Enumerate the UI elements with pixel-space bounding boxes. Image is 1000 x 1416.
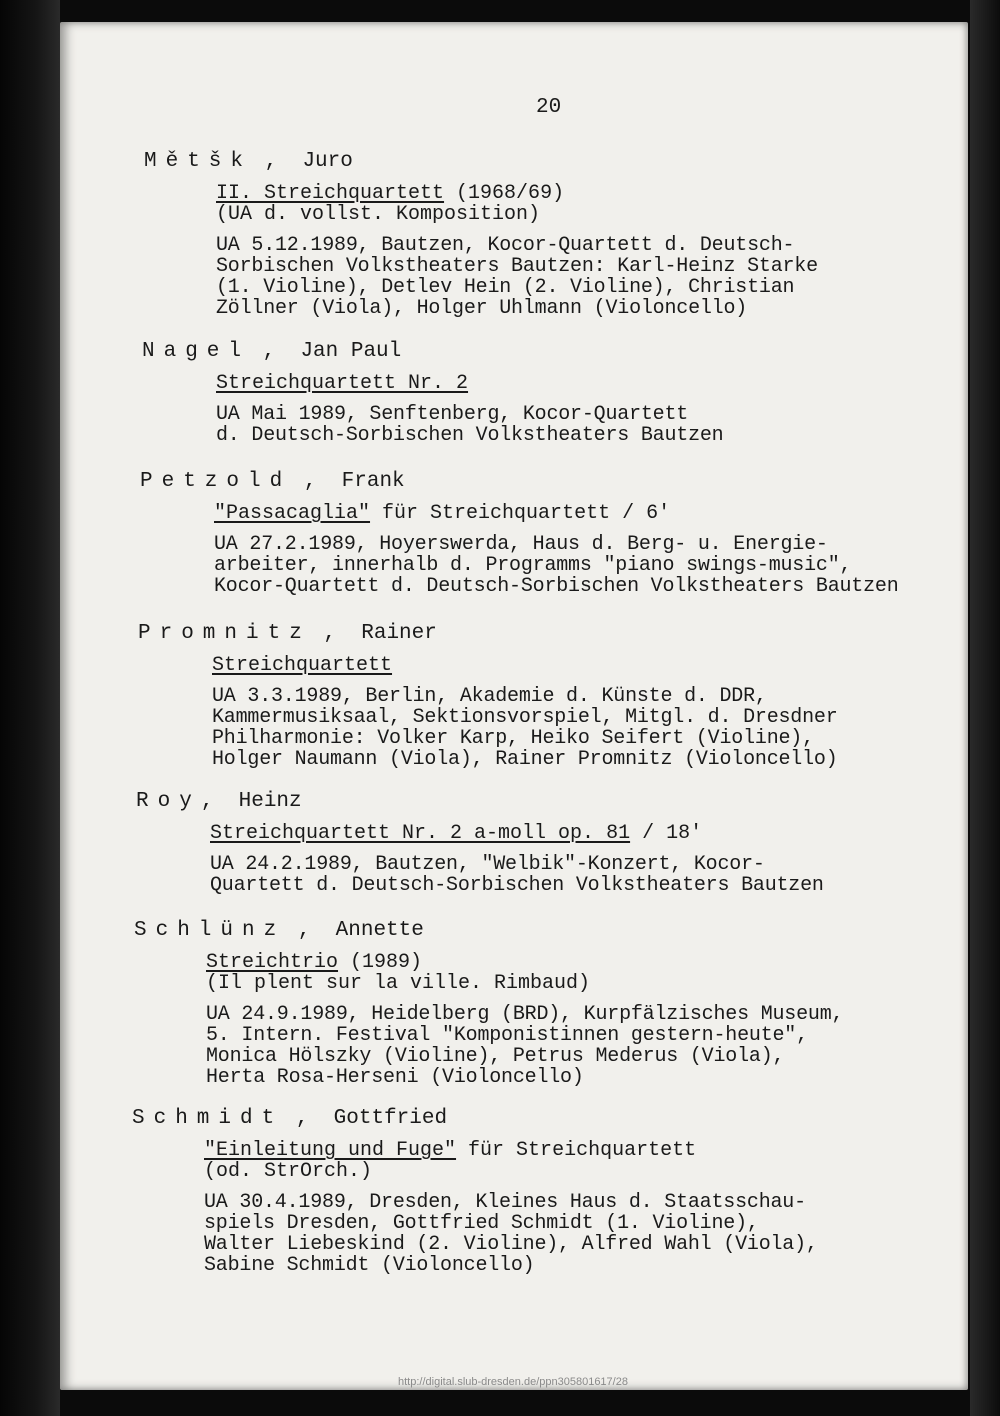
work-title: "Einleitung und Fuge" [204,1139,457,1162]
premiere-line: d. Deutsch-Sorbischen Volkstheaters Bautzen [216,424,724,447]
work-suffix: für Streichquartett [456,1139,697,1162]
work-note: (UA d. vollst. Komposition) [216,203,541,226]
work [210,823,968,844]
work-note: (Il plent sur la ville. Rimbaud) [206,972,591,995]
composer-name: Mětšk , Juro [144,150,353,173]
work-suffix: (1968/69) [444,182,565,205]
composer-surname: Promnitz [138,622,311,645]
premiere-info [214,534,968,597]
premiere-line: UA 5.12.1989, Bautzen, Kocor-Quartett d. Deutsch- [216,234,795,257]
work-title: Streichtrio [206,951,339,974]
composer-entry [136,790,968,896]
premiere-line: Quartett d. Deutsch-Sorbischen Volkstheaters Bautzen [210,874,824,897]
composer-surname: Nagel [142,340,251,363]
premiere-line: Zöllner (Viola), Holger Uhlmann (Violoncello) [216,297,748,320]
composer-firstname: Jan Paul [300,340,402,363]
premiere-line: Sabine Schmidt (Violoncello) [204,1254,535,1277]
work-suffix: / 18' [630,822,703,845]
premiere-info [216,235,968,319]
premiere-line: Kammermusiksaal, Sektionsvorspiel, Mitgl. d. Dresdner [212,706,838,729]
composer-surname: Schmidt [132,1107,284,1130]
premiere-info [216,404,968,446]
work-note: (od. StrOrch.) [204,1160,373,1183]
source-url: http://digital.slub-dresden.de/ppn305801617/28 [398,1376,628,1388]
work [216,373,968,394]
premiere-line: Herta Rosa-Herseni (Violoncello) [206,1066,584,1089]
premiere-line: UA 24.2.1989, Bautzen, "Welbik"-Konzert, Kocor- [210,853,765,876]
work-title: Streichquartett Nr. 2 a-moll op. 81 [210,822,631,845]
premiere-line: Holger Naumann (Viola), Rainer Promnitz (Violoncello) [212,748,838,771]
premiere-line: Monica Hölszky (Violine), Petrus Mederus (Viola), [206,1045,785,1068]
work-title: Streichquartett [212,654,393,677]
composer-name: Roy, Heinz [136,790,302,813]
composer-entry [138,622,968,770]
book-binding-right [970,0,1000,1416]
premiere-line: Sorbischen Volkstheaters Bautzen: Karl-Heinz Starke [216,255,818,278]
composer-surname: Petzold [140,470,292,493]
composer-firstname: Annette [335,919,424,942]
book-binding-left [0,0,60,1416]
premiere-line: Philharmonie: Volker Karp, Heiko Seifert (Violine), [212,727,814,750]
premiere-line: UA 27.2.1989, Hoyerswerda, Haus d. Berg- u. Energie- [214,533,828,556]
composer-firstname: Rainer [361,622,437,645]
composer-entry [132,1107,968,1276]
work [206,952,968,994]
premiere-line: UA 30.4.1989, Dresden, Kleines Haus d. Staatsschau- [204,1191,806,1214]
composer-name: Schmidt , Gottfried [132,1107,448,1130]
premiere-line: arbeiter, innerhalb d. Programms "piano swings-music", [214,554,852,577]
composer-entry [142,340,968,446]
composer-name: Nagel , Jan Paul [142,340,402,363]
composer-surname: Roy [136,790,201,813]
premiere-line: spiels Dresden, Gottfried Schmidt (1. Violine), [204,1212,759,1235]
work-suffix: für Streichquartett / 6' [370,502,671,525]
page-number: 20 [536,96,562,119]
work [212,655,968,676]
composer-firstname: Gottfried [333,1107,448,1130]
work-title: "Passacaglia" [214,502,371,525]
premiere-line: Walter Liebeskind (2. Violine), Alfred Wahl (Viola), [204,1233,818,1256]
premiere-line: Kocor-Quartett d. Deutsch-Sorbischen Volkstheaters Bautzen [214,575,899,598]
composer-firstname: Heinz [238,790,302,813]
premiere-line: 5. Intern. Festival "Komponistinnen gestern-heute", [206,1024,808,1047]
work [216,183,968,225]
premiere-line: UA Mai 1989, Senftenberg, Kocor-Quartett [216,403,689,426]
work [204,1140,968,1182]
composer-surname: Mětšk [144,150,253,173]
premiere-line: (1. Violine), Detlev Hein (2. Violine), Christian [216,276,795,299]
composer-entry [140,470,968,597]
composer-firstname: Frank [341,470,405,493]
premiere-info [204,1192,968,1276]
premiere-info [210,854,968,896]
work-suffix: (1989) [338,951,423,974]
composer-surname: Schlünz [134,919,286,942]
composer-name: Promnitz , Rainer [138,622,437,645]
composer-firstname: Juro [302,150,353,173]
work-title: II. Streichquartett [216,182,445,205]
premiere-line: UA 3.3.1989, Berlin, Akademie d. Künste d. DDR, [212,685,767,708]
premiere-info [206,1004,968,1088]
composer-name: Petzold , Frank [140,470,405,493]
document-page [60,22,968,1390]
work [214,503,968,524]
premiere-line: UA 24.9.1989, Heidelberg (BRD), Kurpfälzisches Museum, [206,1003,844,1026]
premiere-info [212,686,968,770]
composer-entry [134,919,968,1088]
work-title: Streichquartett Nr. 2 [216,372,469,395]
composer-name: Schlünz , Annette [134,919,424,942]
composer-entry [144,150,968,319]
